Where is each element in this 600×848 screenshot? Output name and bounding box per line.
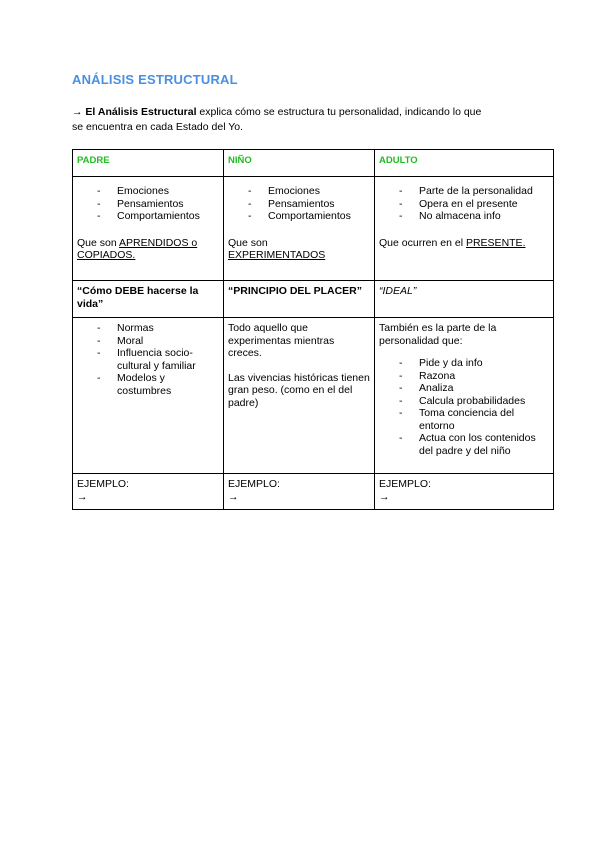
arrow-icon: →	[77, 490, 88, 503]
paragraph: Todo aquello que experimentas mientras creces.	[228, 322, 335, 359]
table-row	[73, 177, 554, 281]
arrow-icon: →	[228, 490, 239, 503]
cell-nino-details	[224, 318, 375, 474]
note: Que son EXPERIMENTADOS	[228, 236, 326, 261]
intro-text-1: explica cómo se estructura tu personalidad, indicando lo que	[196, 106, 482, 118]
list-item: - Calcula probabilidades	[419, 395, 549, 408]
header-padre: PADRE	[73, 150, 224, 177]
note: Que son APRENDIDOS o COPIADOS.	[77, 236, 198, 261]
underlined-text: PRESENTE.	[465, 236, 526, 249]
table-row	[73, 318, 554, 474]
note: Que ocurren en el PRESENTE.	[379, 236, 526, 249]
list-item: - Comportamientos	[268, 210, 370, 223]
paragraph: Las vivencias históricas tienen gran peso. (como en el del padre)	[228, 371, 370, 409]
list-item: - Normas	[117, 322, 219, 335]
list-item: - Influencia socio-cultural y familiar	[117, 347, 219, 372]
header-row	[73, 150, 554, 177]
cell-adulto-details	[375, 318, 554, 474]
list-item: - No almacena info	[419, 210, 549, 223]
paragraph: También es la parte de la personalidad que:	[379, 322, 497, 347]
intro-bold: El Análisis Estructural	[85, 106, 197, 118]
list	[77, 185, 219, 223]
intro-arrow: →	[72, 106, 83, 118]
structure-table	[72, 149, 554, 510]
cell-adulto-content	[375, 177, 554, 281]
intro-paragraph	[72, 105, 532, 135]
header-nino: NIÑO	[224, 150, 375, 177]
list	[379, 185, 549, 223]
cell-nino-content	[224, 177, 375, 281]
list-item: - Pide y da info	[419, 357, 549, 370]
header-adulto: ADULTO	[375, 150, 554, 177]
underlined-text: APRENDIDOS o COPIADOS.	[77, 236, 198, 261]
table-row	[73, 281, 554, 318]
list-item: - Moral	[117, 335, 219, 348]
arrow-icon: →	[379, 490, 390, 503]
list	[379, 357, 549, 457]
table-row	[73, 474, 554, 510]
cell-padre-details	[73, 318, 224, 474]
padre-motto: “Cómo DEBE hacerse la vida”	[73, 281, 224, 318]
example-padre: EJEMPLO: →	[73, 474, 224, 510]
page-title: ANÁLISIS ESTRUCTURAL	[72, 72, 238, 87]
list	[77, 322, 219, 397]
cell-padre-content	[73, 177, 224, 281]
list-item: - Pensamientos	[117, 198, 219, 211]
list-item: - Modelos y costumbres	[117, 372, 219, 397]
example-nino: EJEMPLO: →	[224, 474, 375, 510]
list-item: - Razona	[419, 370, 549, 383]
list-item: - Parte de la personalidad	[419, 185, 549, 198]
list-item: - Emociones	[117, 185, 219, 198]
underlined-text: EXPERIMENTADOS	[228, 249, 326, 261]
list	[228, 185, 370, 223]
example-adulto: EJEMPLO: →	[375, 474, 554, 510]
list-item: - Comportamientos	[117, 210, 219, 223]
list-item: - Actua con los contenidos del padre y del niño	[419, 432, 549, 457]
list-item: - Toma conciencia del entorno	[419, 407, 549, 432]
list-item: - Pensamientos	[268, 198, 370, 211]
list-item: - Opera en el presente	[419, 198, 549, 211]
adulto-motto: “IDEAL”	[375, 281, 554, 318]
list-item: - Analiza	[419, 382, 549, 395]
list-item: - Emociones	[268, 185, 370, 198]
nino-motto: “PRINCIPIO DEL PLACER”	[224, 281, 375, 318]
intro-text-2: se encuentra en cada Estado del Yo.	[72, 121, 244, 133]
